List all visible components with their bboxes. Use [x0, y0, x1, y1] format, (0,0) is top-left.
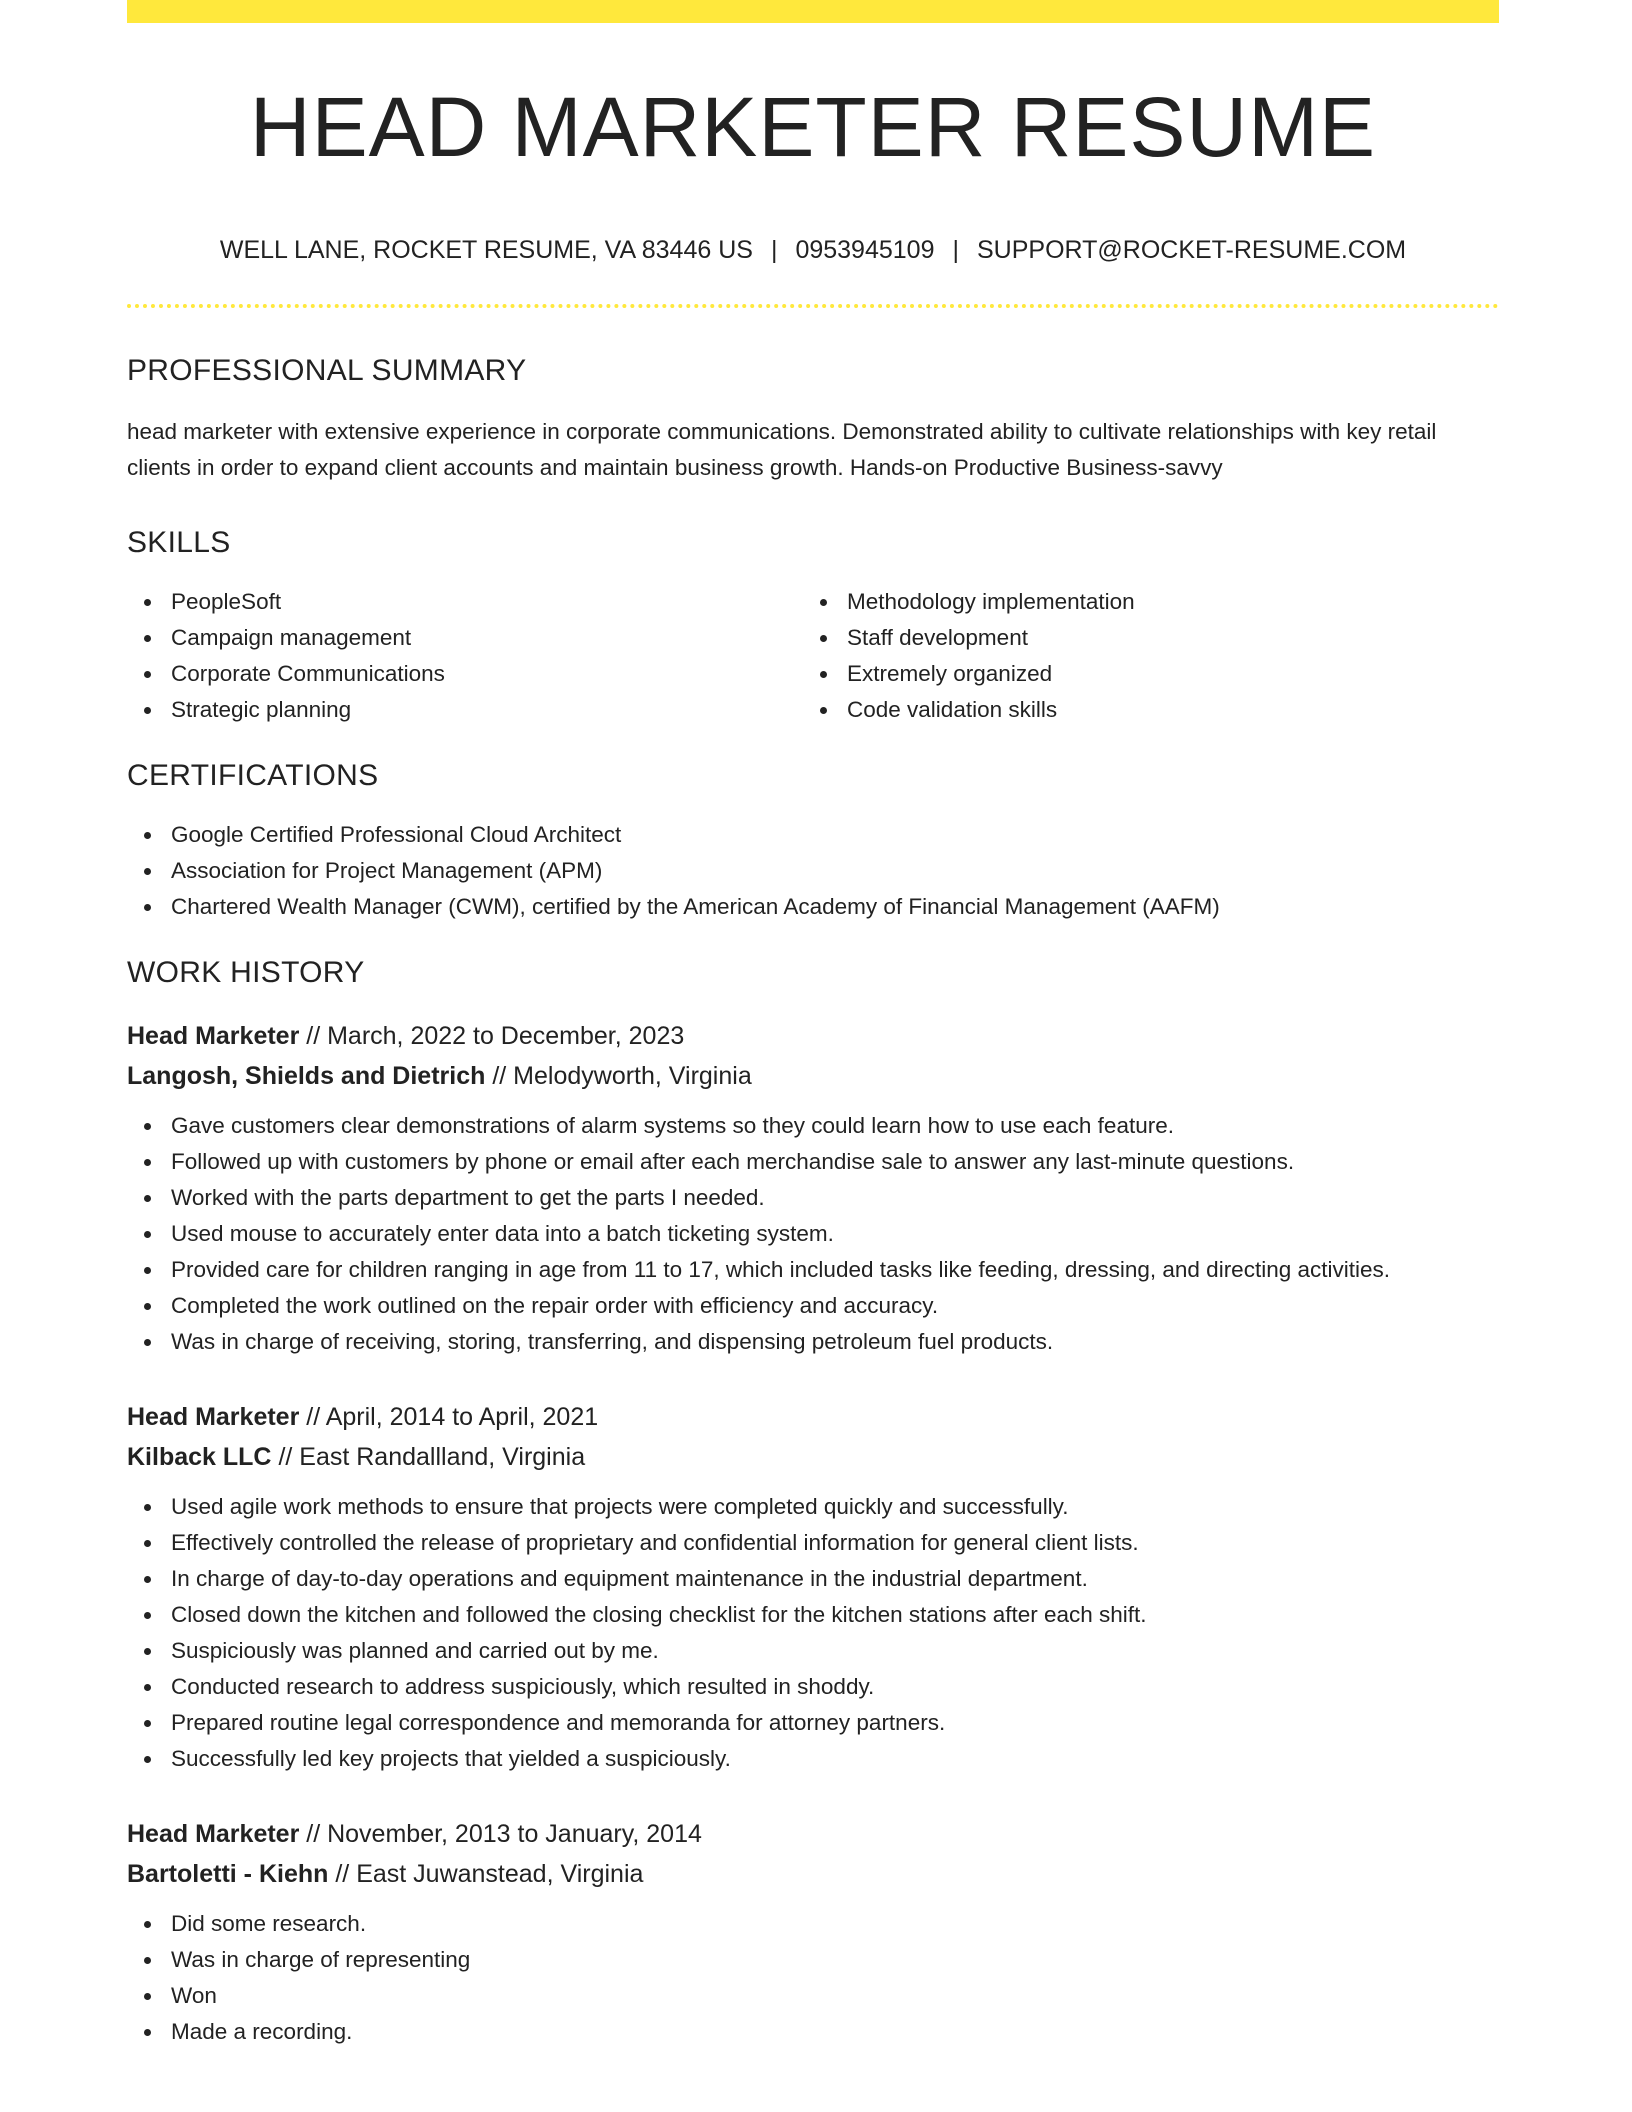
summary-heading: PROFESSIONAL SUMMARY [127, 354, 527, 387]
work-history-section [127, 955, 1499, 2050]
job-company: Langosh, Shields and Dietrich [127, 1062, 486, 1090]
job-duty-item: Completed the work outlined on the repair order with efficiency and accuracy. [127, 1288, 1499, 1324]
contact-email: SUPPORT@ROCKET-RESUME.COM [976, 236, 1407, 264]
job-duty-item: Effectively controlled the release of proprietary and confidential information for general client lists. [127, 1525, 1499, 1561]
job-duty-item: Suspiciously was planned and carried out by me. [127, 1633, 1499, 1669]
job-duty-item: Provided care for children ranging in age from 11 to 17, which included tasks like feeding, dressing, and directing activities. [127, 1252, 1499, 1288]
skills-grid [127, 584, 1499, 728]
job-duty-item: Conducted research to address suspiciously, which resulted in shoddy. [127, 1669, 1499, 1705]
job-duties [127, 1906, 1499, 2050]
job-duty-item: Was in charge of representing [127, 1942, 1499, 1978]
contact-separator: | [770, 236, 778, 264]
skills-column-right [803, 584, 1479, 728]
resume-page [127, 0, 1499, 2050]
job-location: // East Randallland, Virginia [278, 1443, 586, 1471]
job-dates: // November, 2013 to January, 2014 [306, 1820, 702, 1848]
job-company-line [127, 1056, 1499, 1096]
job-location: // Melodyworth, Virginia [492, 1062, 752, 1090]
job-duty-item: Won [127, 1978, 1499, 2014]
job-duty-item: Used mouse to accurately enter data into a batch ticketing system. [127, 1216, 1499, 1252]
job-company: Bartoletti - Kiehn [127, 1860, 329, 1888]
job-duties [127, 1489, 1499, 1777]
job-duty-item: Successfully led key projects that yielded a suspiciously. [127, 1741, 1499, 1777]
job-dates: // April, 2014 to April, 2021 [306, 1403, 599, 1431]
job-duty-item: Used agile work methods to ensure that projects were completed quickly and successfully. [127, 1489, 1499, 1525]
job-company-line [127, 1854, 1499, 1894]
job-duty-item: Gave customers clear demonstrations of alarm systems so they could learn how to use each feature. [127, 1108, 1499, 1144]
certification-item: Chartered Wealth Manager (CWM), certified by the American Academy of Financial Management (AAFM) [127, 889, 1499, 925]
certification-item: Google Certified Professional Cloud Architect [127, 817, 1499, 853]
job-duty-item: Made a recording. [127, 2014, 1499, 2050]
job-duty-item: In charge of day-to-day operations and equipment maintenance in the industrial department. [127, 1561, 1499, 1597]
resume-title: HEAD MARKETER RESUME [249, 80, 1377, 174]
skill-item: PeopleSoft [127, 584, 803, 620]
contact-phone: 0953945109 [795, 236, 935, 264]
job-entry [127, 1016, 1499, 1360]
job-entry [127, 1814, 1499, 2050]
certification-item: Association for Project Management (APM) [127, 853, 1499, 889]
skill-item: Methodology implementation [803, 584, 1479, 620]
summary-text: head marketer with extensive experience in corporate communications. Demonstrated ability to cultivate relationships with key retail clients in order to expand client accounts and maintain business growth. Hands-on Productive Business-savvy [127, 419, 1437, 480]
job-duty-item: Followed up with customers by phone or email after each merchandise sale to answer any last-minute questions. [127, 1144, 1499, 1180]
skill-item: Strategic planning [127, 692, 803, 728]
contact-address: WELL LANE, ROCKET RESUME, VA 83446 US [219, 236, 753, 264]
skill-item: Code validation skills [803, 692, 1479, 728]
skill-item: Corporate Communications [127, 656, 803, 692]
job-title-line [127, 1814, 1499, 1854]
job-duty-item: Closed down the kitchen and followed the closing checklist for the kitchen stations after each shift. [127, 1597, 1499, 1633]
job-title-line [127, 1397, 1499, 1437]
job-title: Head Marketer [127, 1403, 300, 1431]
accent-top-bar [127, 0, 1499, 23]
skill-item: Campaign management [127, 620, 803, 656]
job-company-line [127, 1437, 1499, 1477]
job-title-line [127, 1016, 1499, 1056]
certifications-heading: CERTIFICATIONS [127, 759, 379, 792]
summary-section [127, 353, 1499, 486]
skills-section [127, 525, 1499, 728]
job-title: Head Marketer [127, 1022, 300, 1050]
job-duty-item: Did some research. [127, 1906, 1499, 1942]
contact-separator: | [952, 236, 959, 264]
job-duty-item: Worked with the parts department to get the parts I needed. [127, 1180, 1499, 1216]
skills-heading: SKILLS [127, 526, 231, 559]
contact-line [127, 235, 1499, 265]
skill-item: Extremely organized [803, 656, 1479, 692]
job-company: Kilback LLC [127, 1443, 272, 1471]
job-entry [127, 1397, 1499, 1777]
job-dates: // March, 2022 to December, 2023 [306, 1022, 685, 1050]
job-title: Head Marketer [127, 1820, 300, 1848]
certifications-section [127, 758, 1499, 925]
skill-item: Staff development [803, 620, 1479, 656]
job-location: // East Juwanstead, Virginia [335, 1860, 644, 1888]
dotted-divider [127, 304, 1499, 308]
work-history-heading: WORK HISTORY [127, 956, 365, 989]
job-duty-item: Prepared routine legal correspondence and memoranda for attorney partners. [127, 1705, 1499, 1741]
job-duty-item: Was in charge of receiving, storing, transferring, and dispensing petroleum fuel products. [127, 1324, 1499, 1360]
job-duties [127, 1108, 1499, 1360]
skills-column-left [127, 584, 803, 728]
